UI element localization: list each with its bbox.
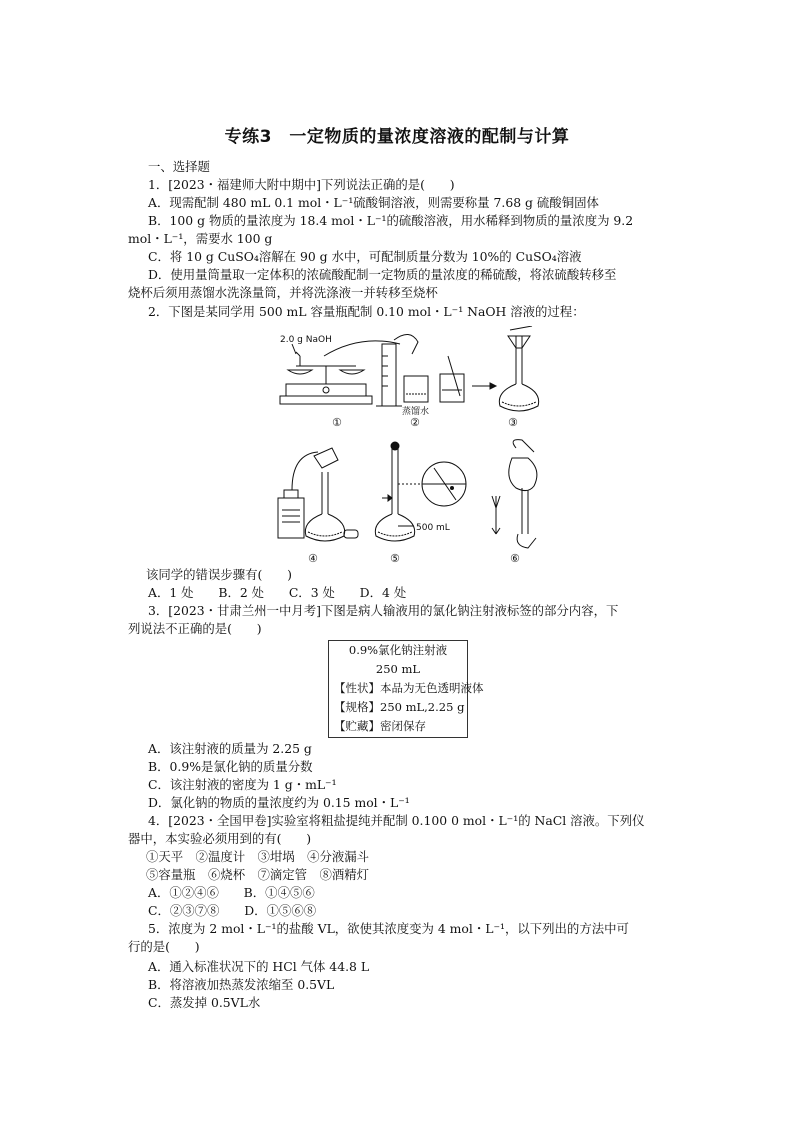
q4-options-cd: C．②③⑦⑧ D．①⑤⑥⑧: [148, 903, 317, 918]
q1-option-d-cont: 烧杯后须用蒸馏水洗涤量筒，并将洗涤液一并转移至烧杯: [128, 285, 438, 300]
q5-option-a: A．通入标准状况下的 HCl 气体 44.8 L: [148, 959, 370, 974]
q2-ask: 该同学的错误步骤有( ): [146, 567, 292, 582]
ml500-label: 500 mL: [416, 523, 450, 533]
injection-label: [328, 640, 484, 738]
q4-items-2: ⑤容量瓶 ⑥烧杯 ⑦滴定管 ⑧酒精灯: [146, 867, 370, 882]
step-5-label: ⑤: [390, 552, 400, 565]
q5-option-c: C．蒸发掉 0.5VL水: [148, 995, 261, 1010]
water-label: 蒸馏水: [402, 407, 430, 417]
q5-stem-cont: 行的是( ): [128, 939, 200, 954]
q3-stem-cont: 列说法不正确的是( ): [128, 621, 262, 636]
q1-option-b-cont: mol・L⁻¹，需要水 100 g: [128, 231, 273, 246]
label-volume: 250 mL: [375, 662, 421, 676]
balance-base: [286, 384, 366, 396]
q1-option-a: A．现需配制 480 mL 0.1 mol・L⁻¹硫酸铜溶液，则需要称量 7.68 g 硫酸铜固体: [148, 195, 599, 210]
label-storage: 【贮藏】密闭保存: [334, 719, 426, 733]
section-heading: 一、选择题: [148, 159, 210, 174]
q5-stem: 5．浓度为 2 mol・L⁻¹的盐酸 VL，欲使其浓度变为 4 mol・L⁻¹，以下列出的方法中可: [148, 921, 629, 936]
step-4-label: ④: [308, 552, 318, 565]
q3-option-c: C．该注射液的密度为 1 g・mL⁻¹: [148, 777, 337, 792]
q3-option-b: B．0.9%是氯化钠的质量分数: [148, 759, 313, 774]
step-2-label: ②: [410, 416, 420, 429]
q4-options-ab: A．①②④⑥ B．①④⑤⑥: [148, 885, 315, 900]
label-name: 0.9%氯化钠注射液: [348, 643, 448, 657]
q3-stem: 3．[2023・甘肃兰州一中月考]下图是病人输液用的氯化钠注射液标签的部分内容，下: [148, 603, 619, 618]
label-spec: 【规格】250 mL,2.25 g: [334, 700, 465, 714]
naoh-label: 2.0 g NaOH: [280, 335, 332, 345]
q4-items-1: ①天平 ②温度计 ③坩埚 ④分液漏斗: [146, 849, 370, 864]
step-6-label: ⑥: [510, 552, 520, 565]
q2-options: A．1 处 B．2 处 C．3 处 D．4 处: [148, 585, 407, 600]
label-property: 【性状】本品为无色透明液体: [334, 681, 484, 695]
page-title: 专练3 一定物质的量浓度溶液的配制与计算: [224, 127, 570, 147]
q3-option-a: A．该注射液的质量为 2.25 g: [148, 741, 312, 756]
q1-option-c: C．将 10 g CuSO₄溶解在 90 g 水中，可配制质量分数为 10%的 CuSO₄溶液: [148, 249, 582, 264]
q5-option-b: B．将溶液加热蒸发浓缩至 0.5VL: [148, 977, 335, 992]
step-1-label: ①: [332, 416, 342, 429]
q3-option-d: D．氯化钠的物质的量浓度约为 0.15 mol・L⁻¹: [148, 795, 410, 810]
q2-figure-row1: [270, 326, 550, 430]
q1-option-d: D．使用量筒量取一定体积的浓硫酸配制一定物质的量浓度的稀硫酸，将浓硫酸转移至: [148, 267, 617, 282]
q4-stem-cont: 器中，本实验必须用到的有( ): [128, 831, 312, 846]
step-3-label: ③: [508, 416, 518, 429]
q2-stem: 2．下图是某同学用 500 mL 容量瓶配制 0.10 mol・L⁻¹ NaOH 溶液的过程：: [148, 304, 585, 319]
q2-figure-row2: [272, 438, 552, 566]
q1-stem: 1．[2023・福建师大附中期中]下列说法正确的是( ): [148, 177, 455, 192]
q1-option-b: B．100 g 物质的量浓度为 18.4 mol・L⁻¹的硫酸溶液，用水稀释到物质的量浓度为 9.2: [148, 213, 634, 228]
q4-stem: 4．[2023・全国甲卷]实验室将粗盐提纯并配制 0.100 0 mol・L⁻¹的 NaCl 溶液。下列仪: [148, 813, 645, 828]
